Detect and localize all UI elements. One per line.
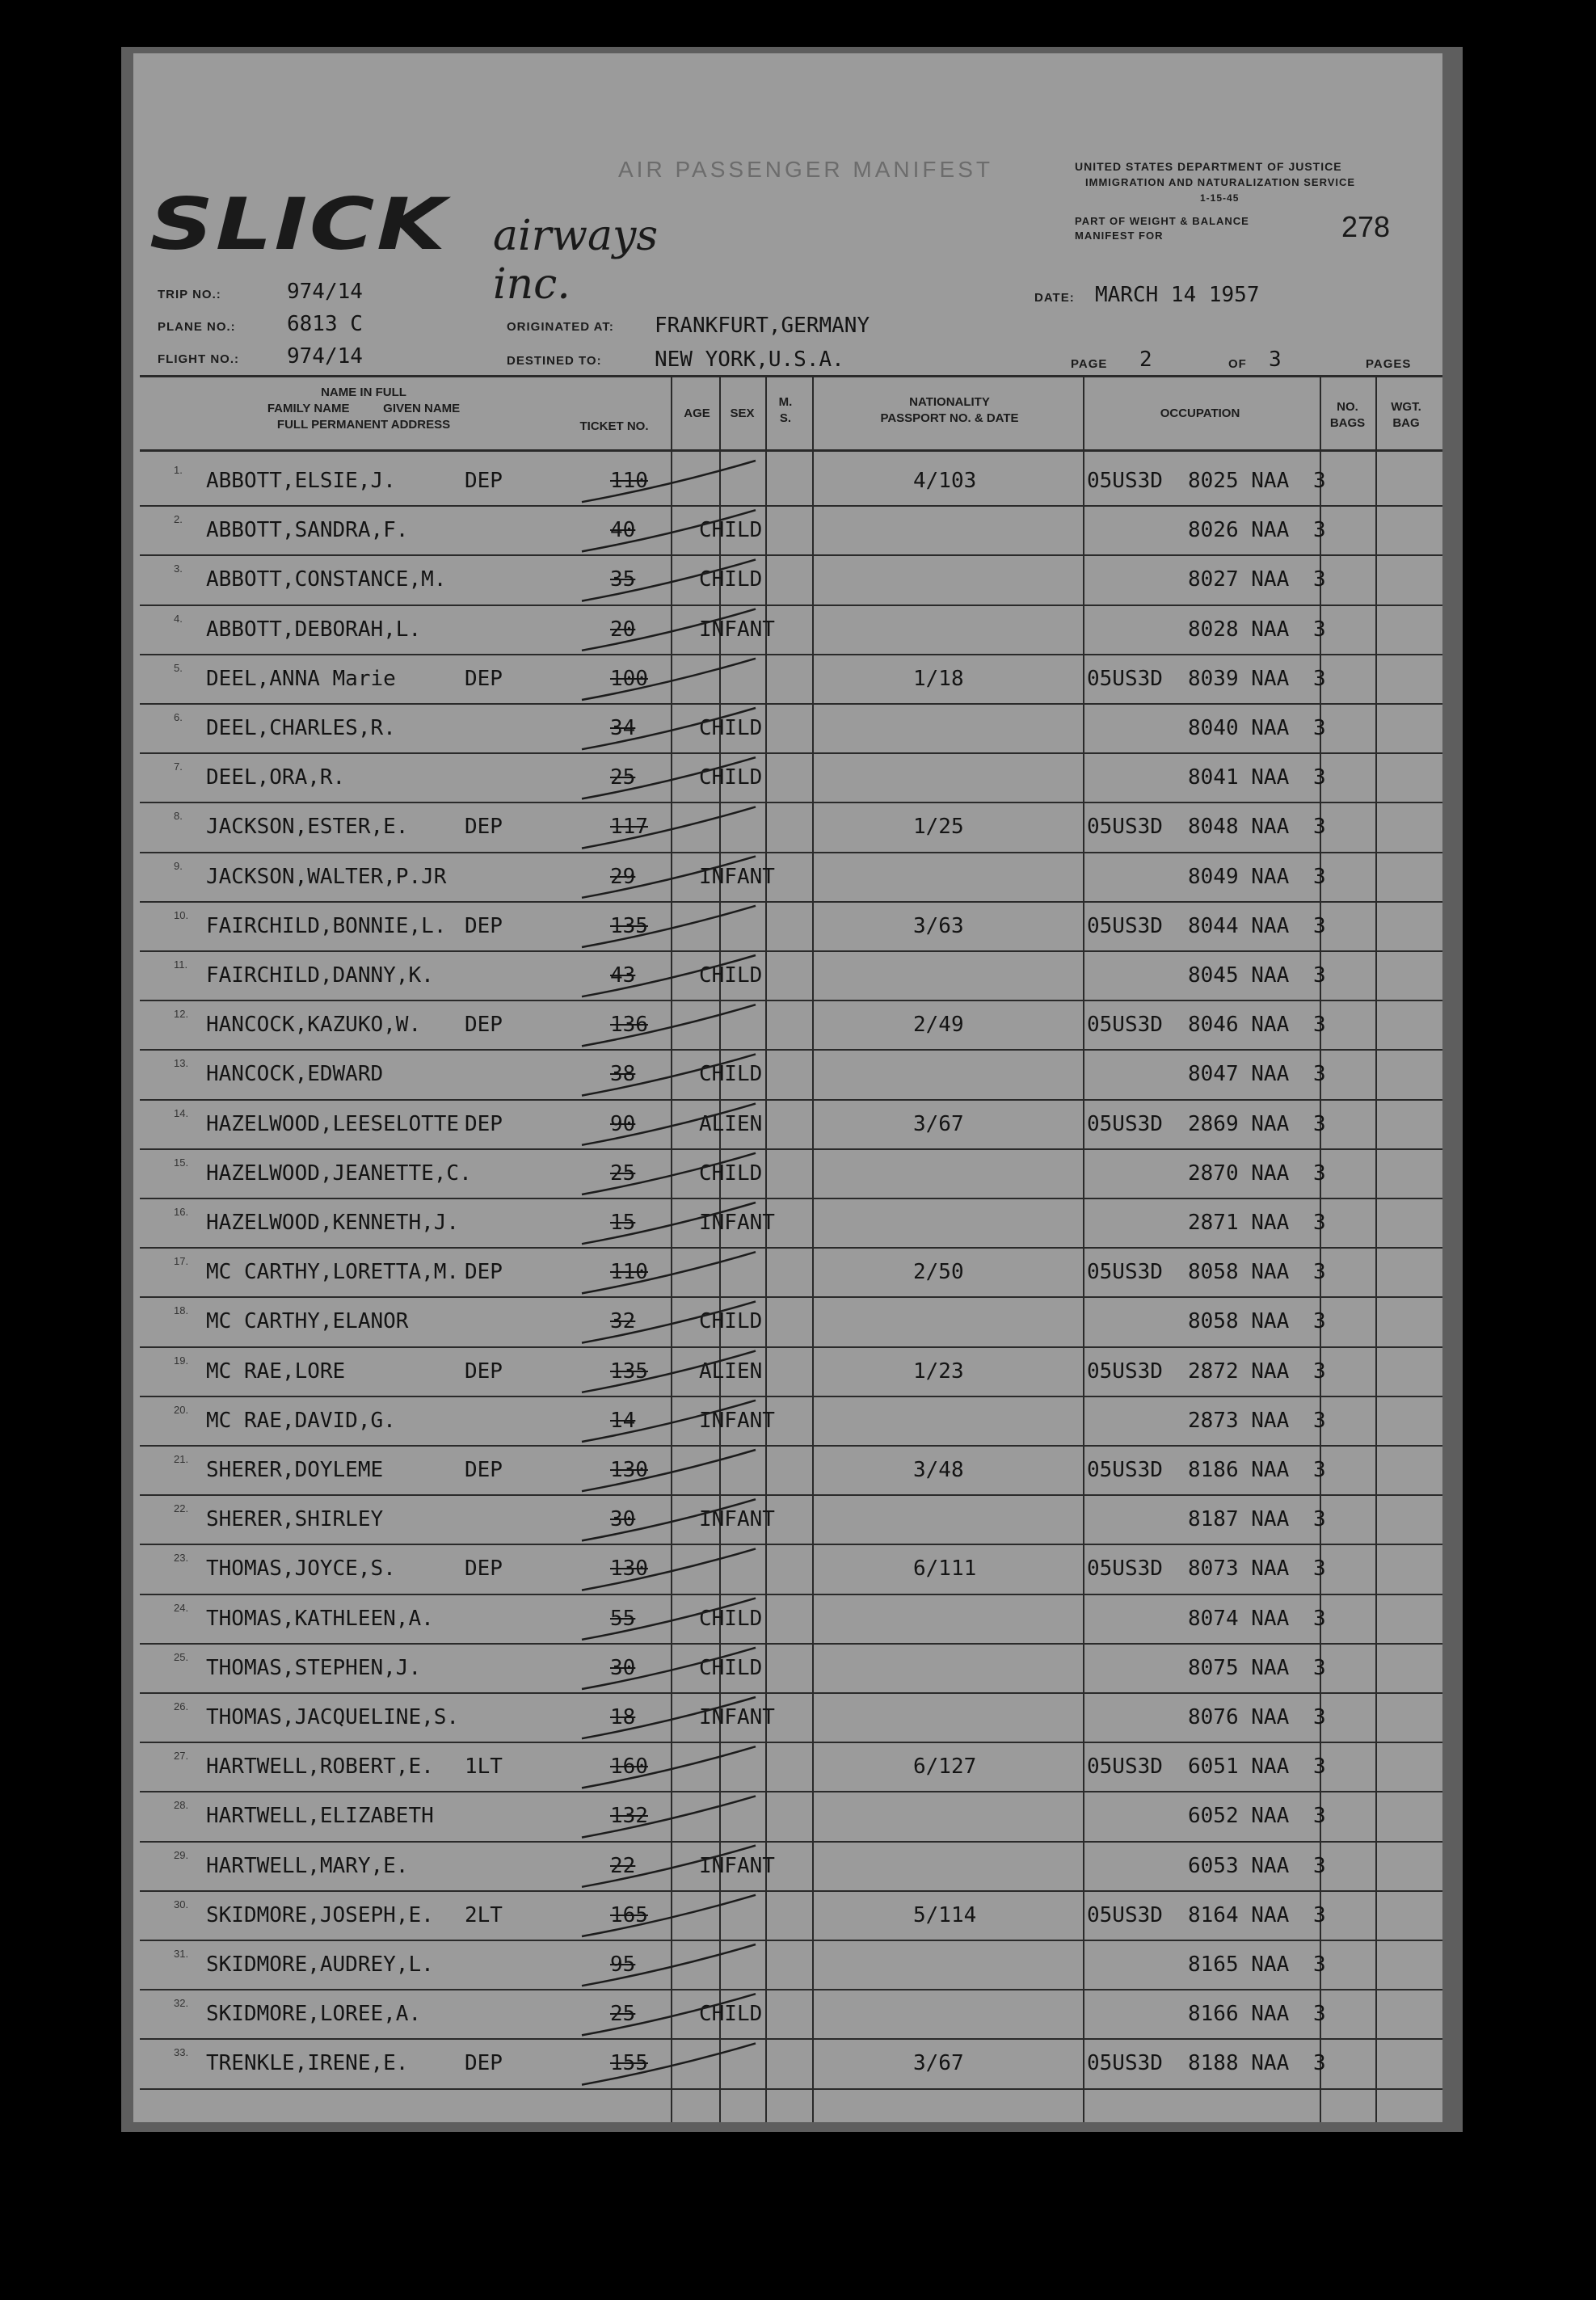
occupation-code: 05US3D — [1087, 1260, 1163, 1285]
ticket-slash — [582, 559, 756, 600]
ticket-number: 155 — [610, 2051, 648, 2076]
passport-number: 3/67 — [913, 2051, 964, 2076]
row-number: 19. — [174, 1354, 189, 1367]
occupation-detail: 6053 NAA — [1188, 1853, 1290, 1878]
occupation-detail: 2870 NAA — [1188, 1161, 1290, 1186]
row-number: 4. — [174, 612, 183, 625]
ticket-slash — [582, 906, 756, 947]
row-number: 17. — [174, 1255, 189, 1268]
bag-count: 3 — [1313, 913, 1326, 938]
date-label: DATE: — [1034, 291, 1075, 305]
occupation-code: 05US3D — [1087, 469, 1163, 493]
passenger-name: THOMAS,STEPHEN,J. — [206, 1655, 422, 1680]
occupation-detail: 6052 NAA — [1188, 1804, 1290, 1829]
passenger-name: SHERER,SHIRLEY — [206, 1507, 384, 1532]
passenger-status: DEP — [465, 1557, 503, 1582]
passenger-status: DEP — [465, 1458, 503, 1482]
ticket-slash — [582, 510, 756, 551]
ticket-slash — [582, 1301, 756, 1342]
bag-count: 3 — [1313, 1557, 1326, 1582]
age-category: CHILD — [699, 1062, 763, 1087]
bag-count: 3 — [1313, 2002, 1326, 2027]
col-nationality-line1: NATIONALITY — [909, 395, 990, 409]
row-number: 27. — [174, 1750, 189, 1763]
destined-value: NEW YORK,U.S.A. — [655, 348, 844, 372]
passenger-name: DEEL,ANNA Marie — [206, 666, 396, 691]
age-category: CHILD — [699, 518, 763, 543]
occupation-code: 05US3D — [1087, 1458, 1163, 1482]
bag-count: 3 — [1313, 469, 1326, 493]
originated-label: ORIGINATED AT: — [507, 320, 614, 334]
occupation-detail: 8028 NAA — [1188, 617, 1290, 642]
ticket-number: 55 — [610, 1606, 636, 1631]
ticket-slash — [582, 1252, 756, 1293]
passport-number: 6/127 — [913, 1754, 977, 1780]
bag-count: 3 — [1313, 1606, 1326, 1631]
bag-count: 3 — [1313, 518, 1326, 543]
occupation-detail: 2871 NAA — [1188, 1211, 1290, 1235]
occupation-detail: 8040 NAA — [1188, 716, 1290, 740]
passport-number: 3/48 — [913, 1458, 964, 1482]
occupation-detail: 8026 NAA — [1188, 518, 1290, 543]
bag-count: 3 — [1313, 1013, 1326, 1038]
occupation-detail: 8047 NAA — [1188, 1062, 1290, 1087]
ticket-slash — [582, 1846, 756, 1887]
col-bags-line1: NO. — [1337, 400, 1358, 414]
ticket-slash — [582, 1499, 756, 1540]
row-number: 5. — [174, 661, 183, 674]
ticket-number: 43 — [610, 963, 636, 988]
company-suffix: airways inc. — [493, 212, 659, 309]
occupation-detail: 6051 NAA — [1188, 1754, 1290, 1780]
passenger-status: DEP — [465, 815, 503, 840]
row-number: 6. — [174, 711, 183, 723]
ticket-number: 35 — [610, 567, 636, 592]
bag-count: 3 — [1313, 567, 1326, 592]
age-category: INFANT — [699, 1408, 775, 1433]
age-category: CHILD — [699, 1606, 763, 1631]
row-number: 15. — [174, 1156, 189, 1169]
passport-number: 4/103 — [913, 469, 977, 493]
passenger-status: DEP — [465, 1260, 503, 1285]
passenger-name: HARTWELL,ROBERT,E. — [206, 1754, 434, 1780]
page-value: 2 — [1139, 348, 1152, 372]
ticket-slash — [582, 1104, 756, 1145]
ticket-slash — [582, 1648, 756, 1689]
ticket-number: 20 — [610, 617, 636, 642]
age-category: CHILD — [699, 1655, 763, 1680]
ticket-number: 29 — [610, 864, 636, 889]
row-number: 12. — [174, 1008, 189, 1021]
col-wgt-line2: BAG — [1392, 416, 1420, 430]
passenger-name: SKIDMORE,LOREE,A. — [206, 2002, 422, 2027]
originated-value: FRANKFURT,GERMANY — [655, 314, 870, 338]
row-number: 8. — [174, 810, 183, 823]
occupation-detail: 8039 NAA — [1188, 666, 1290, 691]
col-bags-line2: BAGS — [1329, 416, 1366, 430]
col-ms-header: M. S. — [778, 395, 793, 425]
ticket-slash — [582, 955, 756, 996]
passenger-name: MC CARTHY,ELANOR — [206, 1309, 409, 1334]
ticket-number: 90 — [610, 1111, 636, 1136]
passenger-name: FAIRCHILD,DANNY,K. — [206, 963, 434, 988]
ticket-number: 25 — [610, 1161, 636, 1186]
passport-number: 2/49 — [913, 1013, 964, 1038]
trip-label: TRIP NO.: — [158, 288, 221, 301]
passenger-name: HANCOCK,KAZUKO,W. — [206, 1013, 422, 1038]
row-number: 10. — [174, 908, 189, 921]
ticket-number: 135 — [610, 1359, 648, 1384]
ticket-number: 136 — [610, 1013, 648, 1038]
of-value: 3 — [1269, 348, 1282, 372]
passenger-status: 2LT — [465, 1902, 503, 1927]
ticket-slash — [582, 2043, 756, 2084]
age-category: INFANT — [699, 617, 775, 642]
bag-count: 3 — [1313, 1902, 1326, 1927]
ticket-number: 30 — [610, 1655, 636, 1680]
age-category: CHILD — [699, 1309, 763, 1334]
occupation-detail: 8187 NAA — [1188, 1507, 1290, 1532]
passenger-name: ABBOTT,ELSIE,J. — [206, 469, 396, 493]
ticket-number: 117 — [610, 815, 648, 840]
passport-number: 3/63 — [913, 913, 964, 938]
ticket-number: 25 — [610, 765, 636, 790]
ticket-number: 165 — [610, 1902, 648, 1927]
ticket-strike-marks — [133, 53, 1442, 2122]
ticket-slash — [582, 1450, 756, 1491]
row-number: 20. — [174, 1403, 189, 1416]
col-age-header: AGE — [684, 407, 710, 420]
agency-line-2: IMMIGRATION AND NATURALIZATION SERVICE — [1085, 176, 1356, 188]
ticket-number: 110 — [610, 469, 648, 493]
bag-count: 3 — [1313, 1804, 1326, 1829]
row-number: 3. — [174, 562, 183, 575]
ticket-slash — [582, 1746, 756, 1788]
passenger-name: DEEL,CHARLES,R. — [206, 716, 396, 740]
passenger-name: HARTWELL,MARY,E. — [206, 1853, 409, 1878]
passenger-name: HANCOCK,EDWARD — [206, 1062, 384, 1087]
age-category: CHILD — [699, 1161, 763, 1186]
passenger-status: 1LT — [465, 1754, 503, 1780]
row-number: 2. — [174, 513, 183, 526]
occupation-detail: 2869 NAA — [1188, 1111, 1290, 1136]
occupation-code: 05US3D — [1087, 1902, 1163, 1927]
ticket-slash — [582, 757, 756, 798]
col-ticket-header: TICKET NO. — [579, 419, 649, 433]
passenger-name: MC RAE,LORE — [206, 1359, 346, 1384]
ticket-number: 130 — [610, 1557, 648, 1582]
age-category: CHILD — [699, 2002, 763, 2027]
age-category: ALIEN — [699, 1359, 763, 1384]
trip-value: 974/14 — [287, 280, 363, 304]
ticket-slash — [582, 1994, 756, 2035]
col-occupation-header: OCCUPATION — [1160, 407, 1240, 420]
bag-count: 3 — [1313, 765, 1326, 790]
bag-count: 3 — [1313, 815, 1326, 840]
occupation-detail: 8188 NAA — [1188, 2051, 1290, 2076]
ticket-number: 18 — [610, 1705, 636, 1729]
row-number: 21. — [174, 1453, 189, 1465]
passenger-name: SKIDMORE,JOSEPH,E. — [206, 1902, 434, 1927]
bag-count: 3 — [1313, 617, 1326, 642]
row-number: 22. — [174, 1502, 189, 1515]
manifest-sheet — [133, 53, 1442, 2122]
ticket-number: 22 — [610, 1853, 636, 1878]
ticket-slash — [582, 1054, 756, 1095]
ticket-slash — [582, 1796, 756, 1837]
col-name-line1: NAME IN FULL — [321, 385, 406, 399]
ticket-number: 160 — [610, 1754, 648, 1780]
passport-number: 2/50 — [913, 1260, 964, 1285]
bag-count: 3 — [1313, 1062, 1326, 1087]
bag-count: 3 — [1313, 1458, 1326, 1482]
bag-count: 3 — [1313, 1952, 1326, 1977]
row-number: 29. — [174, 1848, 189, 1861]
ticket-slash — [582, 1697, 756, 1738]
passenger-name: HARTWELL,ELIZABETH — [206, 1804, 434, 1829]
passenger-name: HAZELWOOD,KENNETH,J. — [206, 1211, 460, 1235]
passenger-status: DEP — [465, 1013, 503, 1038]
occupation-detail: 2873 NAA — [1188, 1408, 1290, 1433]
row-number: 24. — [174, 1601, 189, 1614]
row-number: 25. — [174, 1650, 189, 1663]
age-category: INFANT — [699, 864, 775, 889]
col-sex-header: SEX — [730, 407, 755, 420]
age-category: INFANT — [699, 1211, 775, 1235]
row-number: 30. — [174, 1898, 189, 1910]
row-number: 7. — [174, 760, 183, 773]
passenger-name: THOMAS,JACQUELINE,S. — [206, 1705, 460, 1729]
row-number: 18. — [174, 1304, 189, 1317]
ticket-slash — [582, 609, 756, 651]
passenger-name: JACKSON,WALTER,P.JR — [206, 864, 447, 889]
age-category: ALIEN — [699, 1111, 763, 1136]
plane-label: PLANE NO.: — [158, 320, 236, 334]
occupation-code: 05US3D — [1087, 1754, 1163, 1780]
passenger-name: MC RAE,DAVID,G. — [206, 1408, 396, 1433]
ticket-slash — [582, 1599, 756, 1640]
bag-count: 3 — [1313, 1853, 1326, 1878]
row-number: 14. — [174, 1106, 189, 1119]
ticket-number: 100 — [610, 666, 648, 691]
bag-count: 3 — [1313, 1705, 1326, 1729]
flight-label: FLIGHT NO.: — [158, 352, 239, 366]
occupation-detail: 8186 NAA — [1188, 1458, 1290, 1482]
ticket-number: 40 — [610, 518, 636, 543]
bag-count: 3 — [1313, 1111, 1326, 1136]
passport-number: 1/23 — [913, 1359, 964, 1384]
agency-line-1: UNITED STATES DEPARTMENT OF JUSTICE — [1075, 160, 1342, 173]
occupation-detail: 8044 NAA — [1188, 913, 1290, 938]
ticket-slash — [582, 1548, 756, 1590]
passenger-name: THOMAS,JOYCE,S. — [206, 1557, 396, 1582]
ticket-number: 14 — [610, 1408, 636, 1433]
agency-line-3: 1-15-45 — [1200, 192, 1240, 204]
passport-number: 3/67 — [913, 1111, 964, 1136]
ticket-slash — [582, 659, 756, 700]
manifest-title: AIR PASSENGER MANIFEST — [618, 157, 993, 182]
bag-count: 3 — [1313, 1359, 1326, 1384]
ticket-slash — [582, 708, 756, 749]
company-name: SLICK — [149, 183, 448, 266]
date-value: MARCH 14 1957 — [1095, 283, 1260, 307]
of-label: OF — [1228, 357, 1247, 371]
passenger-name: FAIRCHILD,BONNIE,L. — [206, 913, 447, 938]
passport-number: 5/114 — [913, 1902, 977, 1927]
row-number: 11. — [174, 958, 188, 971]
passenger-name: HAZELWOOD,JEANETTE,C. — [206, 1161, 472, 1186]
passenger-name: JACKSON,ESTER,E. — [206, 815, 409, 840]
ticket-number: 34 — [610, 716, 636, 740]
agency-line-5: MANIFEST FOR — [1075, 230, 1164, 242]
passenger-name: THOMAS,KATHLEEN,A. — [206, 1606, 434, 1631]
passenger-name: MC CARTHY,LORETTA,M. — [206, 1260, 460, 1285]
occupation-code: 05US3D — [1087, 2051, 1163, 2076]
occupation-detail: 8075 NAA — [1188, 1655, 1290, 1680]
ticket-slash — [582, 807, 756, 848]
flight-value: 974/14 — [287, 344, 363, 369]
passenger-name: ABBOTT,SANDRA,F. — [206, 518, 409, 543]
ticket-number: 110 — [610, 1260, 648, 1285]
occupation-detail: 8025 NAA — [1188, 469, 1290, 493]
age-category: CHILD — [699, 716, 763, 740]
ticket-slash — [582, 1895, 756, 1936]
occupation-detail: 8048 NAA — [1188, 815, 1290, 840]
destined-label: DESTINED TO: — [507, 354, 602, 368]
row-number: 23. — [174, 1552, 189, 1565]
bag-count: 3 — [1313, 1655, 1326, 1680]
occupation-detail: 8165 NAA — [1188, 1952, 1290, 1977]
passenger-status: DEP — [465, 1359, 503, 1384]
ticket-number: 130 — [610, 1458, 648, 1482]
passenger-name: TRENKLE,IRENE,E. — [206, 2051, 409, 2076]
bag-count: 3 — [1313, 864, 1326, 889]
age-category: INFANT — [699, 1705, 775, 1729]
bag-count: 3 — [1313, 1211, 1326, 1235]
ticket-number: 15 — [610, 1211, 636, 1235]
occupation-detail: 8164 NAA — [1188, 1902, 1290, 1927]
ticket-number: 25 — [610, 2002, 636, 2027]
col-name-line3: FULL PERMANENT ADDRESS — [276, 418, 451, 432]
occupation-detail: 8166 NAA — [1188, 2002, 1290, 2027]
row-number: 32. — [174, 1997, 189, 2010]
occupation-detail: 8045 NAA — [1188, 963, 1290, 988]
row-number: 9. — [174, 859, 183, 872]
ticket-number: 95 — [610, 1952, 636, 1977]
passport-number: 6/111 — [913, 1557, 977, 1582]
row-number: 31. — [174, 1948, 189, 1960]
ticket-number: 30 — [610, 1507, 636, 1532]
col-name-line2: FAMILY NAME GIVEN NAME — [267, 402, 461, 415]
age-category: INFANT — [699, 1507, 775, 1532]
ticket-slash — [582, 1944, 756, 1986]
occupation-code: 05US3D — [1087, 1013, 1163, 1038]
row-number: 1. — [174, 464, 183, 476]
pages-label: PAGES — [1366, 357, 1412, 371]
bag-count: 3 — [1313, 666, 1326, 691]
ticket-slash — [582, 461, 756, 502]
row-number: 16. — [174, 1206, 189, 1218]
age-category: CHILD — [699, 963, 763, 988]
row-number: 26. — [174, 1700, 189, 1712]
passenger-status: DEP — [465, 2051, 503, 2076]
age-category: CHILD — [699, 567, 763, 592]
occupation-detail: 8058 NAA — [1188, 1260, 1290, 1285]
ticket-slash — [582, 1401, 756, 1442]
occupation-code: 05US3D — [1087, 1111, 1163, 1136]
passenger-name: SHERER,DOYLEME — [206, 1458, 384, 1482]
age-category: CHILD — [699, 765, 763, 790]
bag-count: 3 — [1313, 1309, 1326, 1334]
ticket-slash — [582, 1153, 756, 1194]
occupation-detail: 8074 NAA — [1188, 1606, 1290, 1631]
age-category: INFANT — [699, 1853, 775, 1878]
bag-count: 3 — [1313, 716, 1326, 740]
bag-count: 3 — [1313, 1408, 1326, 1433]
occupation-detail: 8058 NAA — [1188, 1309, 1290, 1334]
occupation-detail: 8073 NAA — [1188, 1557, 1290, 1582]
ticket-slash — [582, 1005, 756, 1046]
passenger-status: DEP — [465, 666, 503, 691]
col-wgt-line1: WGT. — [1391, 400, 1421, 414]
occupation-detail: 2872 NAA — [1188, 1359, 1290, 1384]
sheet-number: 278 — [1341, 210, 1391, 243]
passenger-name: HAZELWOOD,LEESELOTTE — [206, 1111, 460, 1136]
occupation-code: 05US3D — [1087, 815, 1163, 840]
row-number: 13. — [174, 1057, 189, 1070]
bag-count: 3 — [1313, 1260, 1326, 1285]
bag-count: 3 — [1313, 2051, 1326, 2076]
occupation-detail: 8027 NAA — [1188, 567, 1290, 592]
passenger-status: DEP — [465, 469, 503, 493]
agency-line-4: PART OF WEIGHT & BALANCE — [1075, 215, 1249, 227]
bag-count: 3 — [1313, 1507, 1326, 1532]
occupation-detail: 8049 NAA — [1188, 864, 1290, 889]
occupation-detail: 8046 NAA — [1188, 1013, 1290, 1038]
occupation-detail: 8041 NAA — [1188, 765, 1290, 790]
occupation-code: 05US3D — [1087, 1359, 1163, 1384]
page-label: PAGE — [1071, 357, 1108, 371]
passenger-name: ABBOTT,CONSTANCE,M. — [206, 567, 447, 592]
bag-count: 3 — [1313, 963, 1326, 988]
row-number: 28. — [174, 1799, 189, 1812]
passport-number: 1/25 — [913, 815, 964, 840]
ticket-number: 135 — [610, 913, 648, 938]
occupation-detail: 8076 NAA — [1188, 1705, 1290, 1729]
ticket-number: 132 — [610, 1804, 648, 1829]
col-nationality-line2: PASSPORT NO. & DATE — [880, 411, 1019, 425]
passenger-status: DEP — [465, 1111, 503, 1136]
bag-count: 3 — [1313, 1754, 1326, 1780]
passenger-name: SKIDMORE,AUDREY,L. — [206, 1952, 434, 1977]
occupation-code: 05US3D — [1087, 1557, 1163, 1582]
ticket-number: 38 — [610, 1062, 636, 1087]
ticket-slash — [582, 857, 756, 898]
ticket-slash — [582, 1351, 756, 1392]
ticket-number: 32 — [610, 1309, 636, 1334]
passenger-name: ABBOTT,DEBORAH,L. — [206, 617, 422, 642]
bag-count: 3 — [1313, 1161, 1326, 1186]
ticket-slash — [582, 1203, 756, 1244]
occupation-code: 05US3D — [1087, 666, 1163, 691]
passenger-status: DEP — [465, 913, 503, 938]
row-number: 33. — [174, 2046, 189, 2059]
occupation-code: 05US3D — [1087, 913, 1163, 938]
passenger-name: DEEL,ORA,R. — [206, 765, 346, 790]
passport-number: 1/18 — [913, 666, 964, 691]
plane-value: 6813 C — [287, 312, 363, 336]
